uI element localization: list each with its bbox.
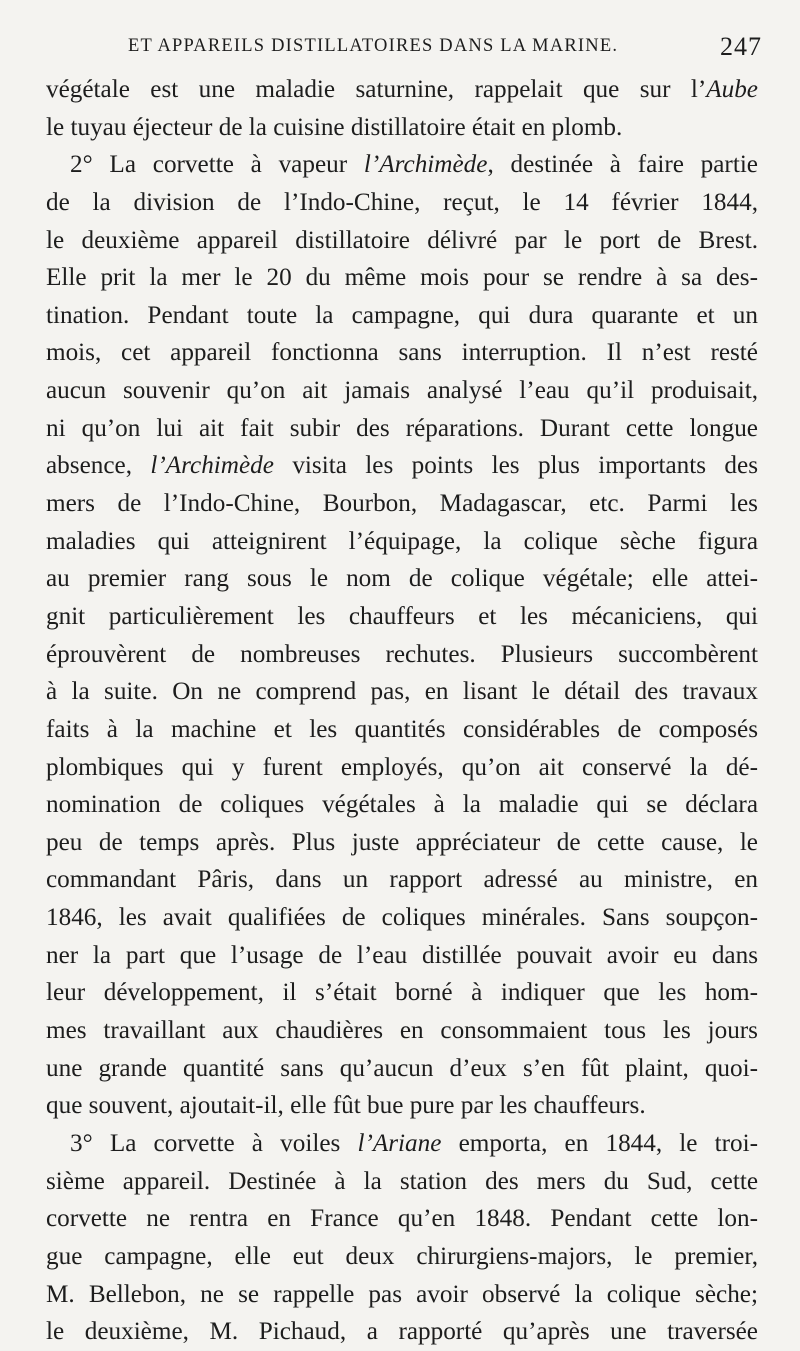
text-line: [46, 1200, 758, 1238]
running-head: [44, 32, 762, 62]
text-segment: 2° La corvette à vapeur: [70, 151, 364, 179]
text-segment: gnit particulièrement les chauffeurs et les mécaniciens, qui: [46, 602, 758, 630]
text-line: [46, 334, 758, 372]
text-line: [46, 297, 758, 335]
text-line: [46, 523, 758, 561]
italic-text: l’Archimède: [150, 452, 274, 480]
italic-text: l’Archimède: [363, 151, 488, 179]
text-segment: faits à la machine et les quantités considérables de composés: [46, 715, 758, 743]
text-line: [46, 372, 758, 410]
text-segment: mois, cet appareil fonctionna sans interruption. Il n’est resté: [46, 339, 758, 367]
text-line: [46, 184, 758, 222]
text-line: [46, 974, 758, 1012]
text-line: [46, 786, 758, 824]
text-segment: nomination de coliques végétales à la maladie qui se déclara: [46, 791, 758, 819]
text-segment: sième appareil. Destinée à la station des mers du Sud, cette: [46, 1167, 758, 1195]
text-line: [46, 1163, 758, 1201]
text-line: [46, 749, 758, 787]
text-segment: maladies qui atteignirent l’équipage, la colique sèche figura: [46, 527, 758, 555]
text-line: [46, 1087, 758, 1125]
text-line: [46, 636, 758, 674]
text-segment: le tuyau éjecteur de la cuisine distillatoire était en plomb.: [46, 113, 623, 141]
italic-text: Aube: [706, 76, 758, 103]
text-segment: emporta, en 1844, le troi-: [441, 1129, 758, 1157]
running-title: ET APPAREILS DISTILLATOIRES DANS LA MARINE.: [128, 36, 619, 56]
text-line: [46, 146, 758, 184]
text-segment: plombiques qui y furent employés, qu’on ait conservé la dé-: [46, 753, 758, 781]
text-line: [46, 1313, 758, 1351]
text-line: [46, 1276, 758, 1314]
page-number: 247: [720, 32, 762, 61]
text-segment: peu de temps après. Plus juste appréciateur de cette cause, le: [46, 828, 758, 856]
text-segment: 1846, les avait qualifiées de coliques minérales. Sans soupçon-: [46, 904, 758, 932]
text-segment: mes travaillant aux chaudières en consommaient tous les jours: [46, 1017, 758, 1045]
text-line: [46, 711, 758, 749]
text-segment: ni qu’on lui ait fait subir des réparations. Durant cette longue: [46, 414, 758, 442]
text-segment: absence,: [46, 452, 151, 480]
text-segment: corvette ne rentra en France qu’en 1848. Pendant cette lon-: [46, 1205, 758, 1233]
text-line: [46, 598, 758, 636]
text-line: [46, 259, 758, 297]
text-line: [46, 899, 758, 937]
text-line: [46, 447, 758, 485]
text-segment: visita les points les plus importants des: [273, 452, 758, 480]
text-segment: le deuxième, M. Pichaud, a rapporté qu’après une traversée: [46, 1318, 758, 1346]
text-line: [46, 560, 758, 598]
text-line: [46, 1125, 758, 1163]
text-line: [46, 1238, 758, 1276]
text-line: [46, 937, 758, 975]
text-segment: , destinée à faire partie: [487, 151, 758, 179]
text-line: [46, 1050, 758, 1088]
text-segment: de la division de l’Indo-Chine, reçut, le 14 février 1844,: [46, 188, 758, 216]
text-segment: Elle prit la mer le 20 du même mois pour se rendre à sa des-: [46, 264, 758, 292]
text-segment: tination. Pendant toute la campagne, qui dura quarante et un: [46, 301, 758, 329]
text-segment: 3° La corvette à voiles: [70, 1129, 358, 1157]
text-line: [46, 1012, 758, 1050]
text-line: [46, 673, 758, 711]
body-text: [46, 71, 758, 1351]
text-line: [46, 410, 758, 448]
italic-text: l’Ariane: [357, 1129, 442, 1157]
text-segment: le deuxième appareil distillatoire délivré par le port de Brest.: [46, 226, 758, 254]
text-line: [46, 861, 758, 899]
text-segment: au premier rang sous le nom de colique végétale; elle attei-: [46, 565, 758, 593]
text-line: [46, 222, 758, 260]
text-line: [46, 71, 758, 109]
text-segment: aucun souvenir qu’on ait jamais analysé l’eau qu’il produisait,: [46, 377, 758, 405]
text-segment: M. Bellebon, ne se rappelle pas avoir observé la colique sèche;: [46, 1280, 758, 1308]
text-segment: mers de l’Indo-Chine, Bourbon, Madagascar, etc. Parmi les: [46, 490, 758, 518]
text-segment: éprouvèrent de nombreuses rechutes. Plusieurs succombèrent: [46, 640, 758, 668]
text-segment: leur développement, il s’était borné à indiquer que les hom-: [46, 979, 758, 1007]
text-line: [46, 485, 758, 523]
text-line: [46, 109, 758, 147]
text-segment: ner la part que l’usage de l’eau distillée pouvait avoir eu dans: [46, 941, 758, 969]
text-segment: que souvent, ajoutait-il, elle fût bue pure par les chauffeurs.: [46, 1092, 646, 1120]
text-line: [46, 824, 758, 862]
text-segment: commandant Pâris, dans un rapport adressé au ministre, en: [46, 866, 758, 894]
text-segment: une grande quantité sans qu’aucun d’eux s’en fût plaint, quoi-: [46, 1054, 758, 1082]
text-segment: à la suite. On ne comprend pas, en lisant le détail des travaux: [46, 678, 758, 706]
text-segment: gue campagne, elle eut deux chirurgiens-majors, le premier,: [46, 1242, 758, 1270]
text-segment: végétale est une maladie saturnine, rappelait que sur l’: [46, 76, 707, 103]
